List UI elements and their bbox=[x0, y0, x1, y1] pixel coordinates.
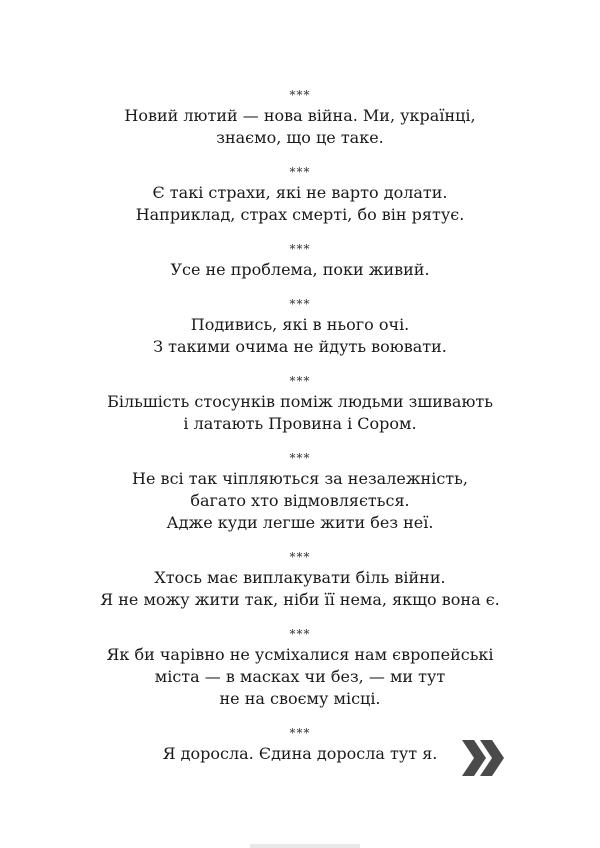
poem-line: Подивись, які в нього очі. bbox=[190, 315, 410, 334]
poem-line: Як би чарівно не усміхалися нам європейські bbox=[106, 645, 494, 664]
poem-line: З такими очима не йдуть воювати. bbox=[153, 337, 447, 356]
section-separator: *** bbox=[289, 627, 311, 641]
poem-block bbox=[0, 88, 600, 149]
chevron-left-part bbox=[462, 740, 486, 776]
poem-line: Не всі так чіпляються за незалежність, bbox=[132, 469, 468, 488]
poem-line: багато хто відмовляється. bbox=[190, 491, 410, 510]
poem-line: Усе не проблема, поки живий. bbox=[170, 260, 430, 279]
poem-line: Новий лютий — нова війна. Ми, українці, bbox=[124, 106, 476, 125]
section-separator: *** bbox=[289, 165, 311, 179]
poem-block bbox=[0, 451, 600, 534]
poem-line: Я доросла. Єдина доросла тут я. bbox=[162, 744, 438, 763]
poem-line: знаємо, що це таке. bbox=[216, 128, 384, 147]
section-separator: *** bbox=[289, 550, 311, 564]
poem-block bbox=[0, 627, 600, 710]
section-separator: *** bbox=[289, 242, 311, 256]
poem-line: Більшість стосунків поміж людьми зшивають bbox=[107, 392, 493, 411]
poem-line: міста — в масках чи без, — ми тут bbox=[154, 667, 446, 686]
poem-line: Хтось має виплакувати біль війни. bbox=[154, 568, 446, 587]
poem-line: Адже куди легше жити без неї. bbox=[166, 513, 434, 532]
poem-line: Є такі страхи, які не варто долати. bbox=[152, 183, 448, 202]
page-footer-mark bbox=[250, 844, 360, 848]
poem-block bbox=[0, 297, 600, 358]
poem-line: Я не можу жити так, ніби її нема, якщо вона є. bbox=[100, 590, 500, 609]
poem-block bbox=[0, 165, 600, 226]
section-separator: *** bbox=[289, 451, 311, 465]
section-separator: *** bbox=[289, 726, 311, 740]
poem-line: не на своєму місці. bbox=[219, 689, 381, 708]
section-separator: *** bbox=[289, 297, 311, 311]
poem-list bbox=[0, 88, 600, 781]
poem-line: Наприклад, страх смерті, бо він рятує. bbox=[135, 205, 465, 224]
poem-block bbox=[0, 550, 600, 611]
poem-block bbox=[0, 242, 600, 281]
poem-block bbox=[0, 726, 600, 765]
poem-line: і латають Провина і Сором. bbox=[183, 414, 417, 433]
section-separator: *** bbox=[289, 88, 311, 102]
double-chevron-right-icon[interactable] bbox=[460, 738, 506, 778]
section-separator: *** bbox=[289, 374, 311, 388]
poem-block bbox=[0, 374, 600, 435]
